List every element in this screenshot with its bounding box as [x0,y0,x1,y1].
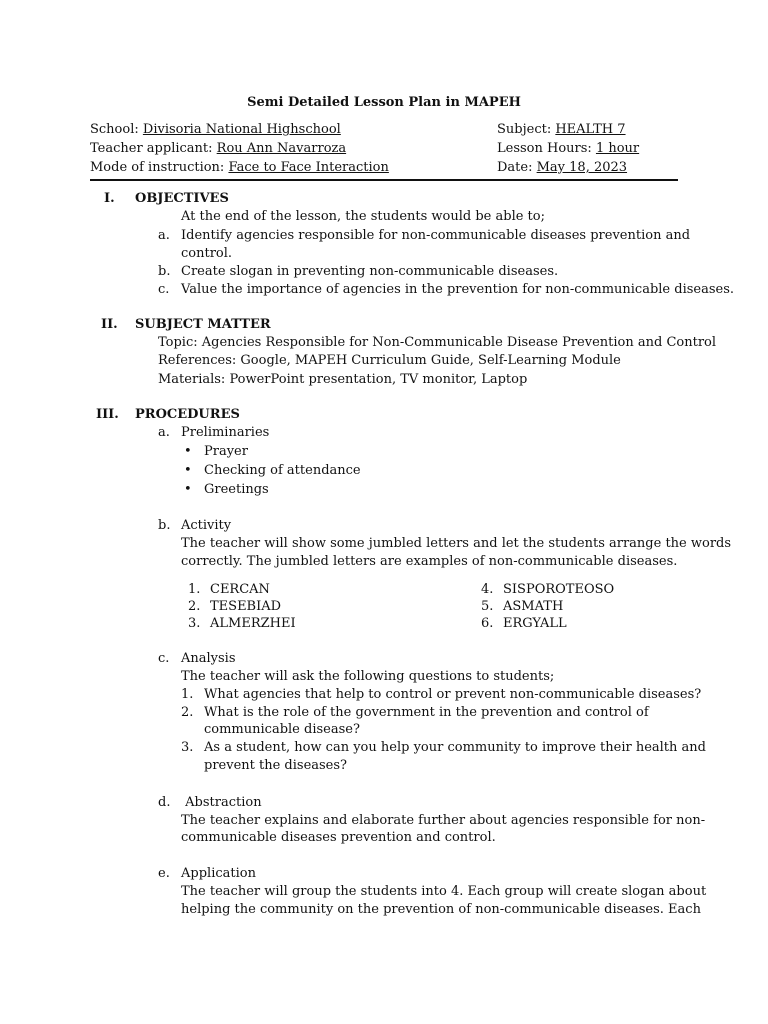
application-text-cont: helping the community on the prevention of non-communicable diseases. Each [181,902,701,917]
analysis-intro: The teacher will ask the following questions to students; [181,669,555,684]
procedures-heading: PROCEDURES [135,407,240,422]
question-text-cont: prevent the diseases? [204,758,348,773]
jumbled-word: CERCAN [210,582,270,597]
jumbled-number: 6. [481,616,494,631]
subject-label: Subject: [497,122,556,137]
jumbled-number: 5. [481,599,494,614]
analysis-marker: c. [158,651,170,666]
activity-label: Activity [181,518,232,533]
objective-text: Value the importance of agencies in the prevention for non-communicable diseases. [181,282,735,297]
header-divider [90,179,678,181]
application-marker: e. [158,866,170,881]
preliminaries-label: Preliminaries [181,425,270,440]
objective-text: Identify agencies responsible for non-communicable diseases prevention and [181,228,691,243]
application-text: The teacher will group the students into 4. Each group will create slogan about [181,884,707,899]
date-value: May 18, 2023 [536,160,628,175]
objective-marker: c. [158,282,170,297]
bullet-icon: • [184,482,192,497]
bullet-text: Greetings [204,482,269,497]
analysis-label: Analysis [181,651,236,666]
question-number: 2. [181,705,194,720]
question-text: What is the role of the government in the prevention and control of [204,705,649,720]
materials-line: Materials: PowerPoint presentation, TV monitor, Laptop [158,372,528,387]
jumbled-number: 4. [481,582,494,597]
bullet-text: Prayer [204,444,248,459]
abstraction-label: Abstraction [181,795,262,810]
jumbled-word: ASMATH [503,599,564,614]
objectives-numeral: I. [104,191,115,206]
objective-marker: a. [158,228,170,243]
jumbled-word: ALMERZHEI [210,616,296,631]
bullet-text: Checking of attendance [204,463,361,478]
subject-line [497,121,626,139]
activity-text: The teacher will show some jumbled letters and let the students arrange the words [181,536,732,551]
document-title: Semi Detailed Lesson Plan in MAPEH [247,95,521,110]
procedures-numeral: III. [96,407,119,422]
jumbled-number: 3. [188,616,201,631]
jumbled-word: TESEBIAD [210,599,282,614]
objectives-intro: At the end of the lesson, the students would be able to; [181,209,545,224]
school-line [90,121,341,139]
teacher-value: Rou Ann Navarroza [216,141,347,156]
jumbled-number: 1. [188,582,201,597]
jumbled-word: SISPOROTEOSO [503,582,615,597]
objective-marker: b. [158,264,171,279]
subject-matter-numeral: II. [101,317,118,332]
objective-text-cont: control. [181,246,233,261]
question-number: 1. [181,687,194,702]
hours-line [497,140,639,158]
jumbled-number: 2. [188,599,201,614]
teacher-label: Teacher applicant: [90,141,217,156]
subject-matter-heading: SUBJECT MATTER [135,317,271,332]
activity-marker: b. [158,518,171,533]
school-label: School: [90,122,143,137]
activity-text-cont: correctly. The jumbled letters are examples of non-communicable diseases. [181,554,678,569]
question-text: What agencies that help to control or prevent non-communicable diseases? [204,687,702,702]
question-text-cont: communicable disease? [204,722,360,737]
subject-value: HEALTH 7 [555,122,626,137]
topic-line: Topic: Agencies Responsible for Non-Communicable Disease Prevention and Control [158,335,717,350]
hours-label: Lesson Hours: [497,141,596,156]
abstraction-marker: d. [158,795,171,810]
teacher-line [90,140,346,158]
date-line [497,159,627,177]
school-value: Divisoria National Highschool [142,122,341,137]
hours-value: 1 hour [595,141,640,156]
jumbled-word: ERGYALL [503,616,567,631]
preliminaries-marker: a. [158,425,170,440]
mode-line [90,159,389,177]
mode-value: Face to Face Interaction [228,160,389,175]
abstraction-text-cont: communicable diseases prevention and control. [181,830,496,845]
bullet-icon: • [184,463,192,478]
mode-label: Mode of instruction: [90,160,229,175]
question-text: As a student, how can you help your community to improve their health and [204,740,706,755]
objective-text: Create slogan in preventing non-communicable diseases. [181,264,559,279]
bullet-icon: • [184,444,192,459]
question-number: 3. [181,740,194,755]
objectives-heading: OBJECTIVES [135,191,229,206]
references-line: References: Google, MAPEH Curriculum Guide, Self-Learning Module [158,353,621,368]
abstraction-text: The teacher explains and elaborate further about agencies responsible for non- [181,813,706,828]
date-label: Date: [497,160,537,175]
application-label: Application [181,866,256,881]
